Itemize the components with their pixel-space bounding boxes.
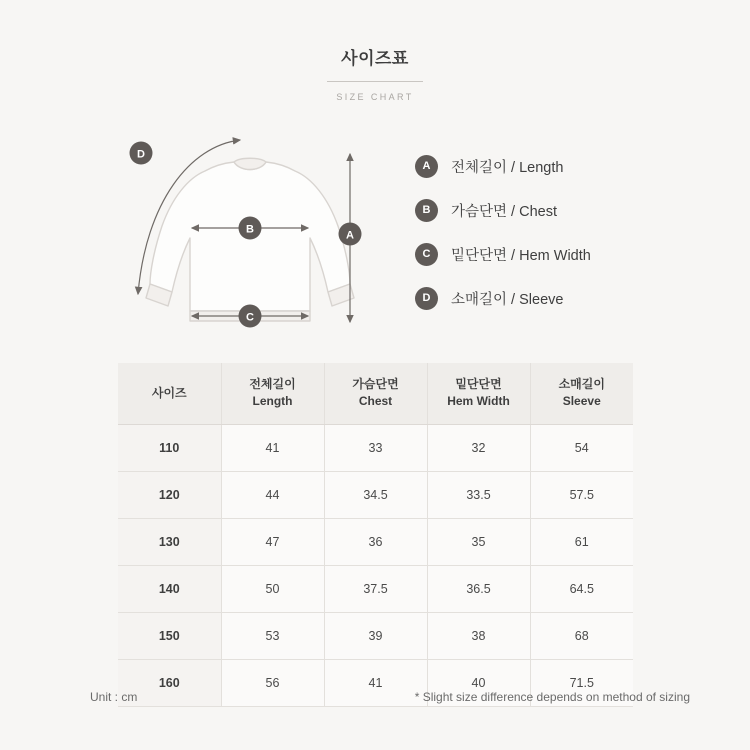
cell-hem: 33.5 [427, 471, 530, 518]
col-header-chest-ko: 가슴단면 [352, 377, 399, 391]
cell-chest: 37.5 [324, 565, 427, 612]
diagram-marker-c-label: C [246, 311, 254, 324]
cell-sleeve: 68 [530, 612, 633, 659]
size-table [118, 363, 633, 707]
cell-chest: 39 [324, 612, 427, 659]
cell-length: 56 [221, 659, 324, 706]
col-header-sleeve-ko: 소매길이 [558, 377, 605, 391]
legend-list [415, 144, 591, 320]
cell-length: 47 [221, 518, 324, 565]
cell-size: 130 [118, 518, 221, 565]
cell-sleeve: 64.5 [530, 565, 633, 612]
table-row [118, 518, 633, 565]
diagram-marker-b-label: B [246, 223, 254, 236]
legend-item-chest [415, 188, 591, 232]
cell-length: 53 [221, 612, 324, 659]
cell-length: 44 [221, 471, 324, 518]
cell-hem: 32 [427, 424, 530, 471]
legend-label-d: 소매길이 / Sleeve [451, 291, 564, 308]
legend-item-hem-width [415, 232, 591, 276]
cell-length: 41 [221, 424, 324, 471]
col-header-sleeve [530, 363, 633, 424]
cell-size: 140 [118, 565, 221, 612]
cell-size: 150 [118, 612, 221, 659]
table-header-row [118, 363, 633, 424]
cell-length: 50 [221, 565, 324, 612]
sizing-note: * Slight size difference depends on method of sizing [414, 690, 690, 704]
page-header [0, 0, 750, 102]
cell-hem: 36.5 [427, 565, 530, 612]
legend-item-sleeve [415, 276, 591, 320]
table-row [118, 424, 633, 471]
cell-size: 160 [118, 659, 221, 706]
diagram-marker-b [239, 217, 262, 240]
col-header-hem-width [427, 363, 530, 424]
legend-badge-b: B [415, 199, 438, 222]
cell-size: 120 [118, 471, 221, 518]
page-title: 사이즈표 [341, 49, 409, 68]
cell-hem: 40 [427, 659, 530, 706]
col-header-chest-en: Chest [358, 394, 393, 409]
cell-hem: 35 [427, 518, 530, 565]
legend-label-a: 전체길이 / Length [451, 159, 564, 176]
diagram-marker-d [130, 142, 153, 165]
cell-sleeve: 61 [530, 518, 633, 565]
col-header-sleeve-en: Sleeve [562, 394, 601, 409]
size-table-wrapper [118, 363, 633, 707]
title-divider [327, 81, 423, 82]
cell-chest: 33 [324, 424, 427, 471]
cell-chest: 34.5 [324, 471, 427, 518]
legend-label-b: 가슴단면 / Chest [451, 203, 557, 220]
col-header-length-en: Length [252, 394, 293, 409]
table-row [118, 471, 633, 518]
diagram-marker-a [339, 223, 362, 246]
cell-size: 110 [118, 424, 221, 471]
legend-badge-a: A [415, 155, 438, 178]
cell-sleeve: 57.5 [530, 471, 633, 518]
table-row [118, 612, 633, 659]
cell-chest: 36 [324, 518, 427, 565]
garment-diagram [110, 116, 400, 366]
illustration-area [0, 116, 750, 366]
table-row [118, 565, 633, 612]
diagram-marker-d-label: D [137, 148, 145, 161]
col-header-size-ko: 사이즈 [151, 385, 187, 400]
col-header-length-ko: 전체길이 [249, 377, 296, 391]
legend-label-c: 밑단단면 / Hem Width [451, 247, 591, 264]
legend-badge-c: C [415, 243, 438, 266]
cell-sleeve: 71.5 [530, 659, 633, 706]
col-header-length [221, 363, 324, 424]
size-table-head [118, 363, 633, 424]
legend-badge-d: D [415, 287, 438, 310]
cell-sleeve: 54 [530, 424, 633, 471]
cell-hem: 38 [427, 612, 530, 659]
page-subtitle: SIZE CHART [336, 92, 414, 102]
diagram-marker-c [239, 305, 262, 328]
cell-chest: 41 [324, 659, 427, 706]
col-header-chest [324, 363, 427, 424]
legend-item-length [415, 144, 591, 188]
col-header-size [118, 363, 221, 424]
size-table-body [118, 424, 633, 706]
col-header-hem-en: Hem Width [447, 394, 510, 409]
diagram-marker-a-label: A [346, 229, 354, 242]
unit-note: Unit : cm [90, 690, 138, 704]
col-header-hem-ko: 밑단단면 [455, 377, 502, 391]
